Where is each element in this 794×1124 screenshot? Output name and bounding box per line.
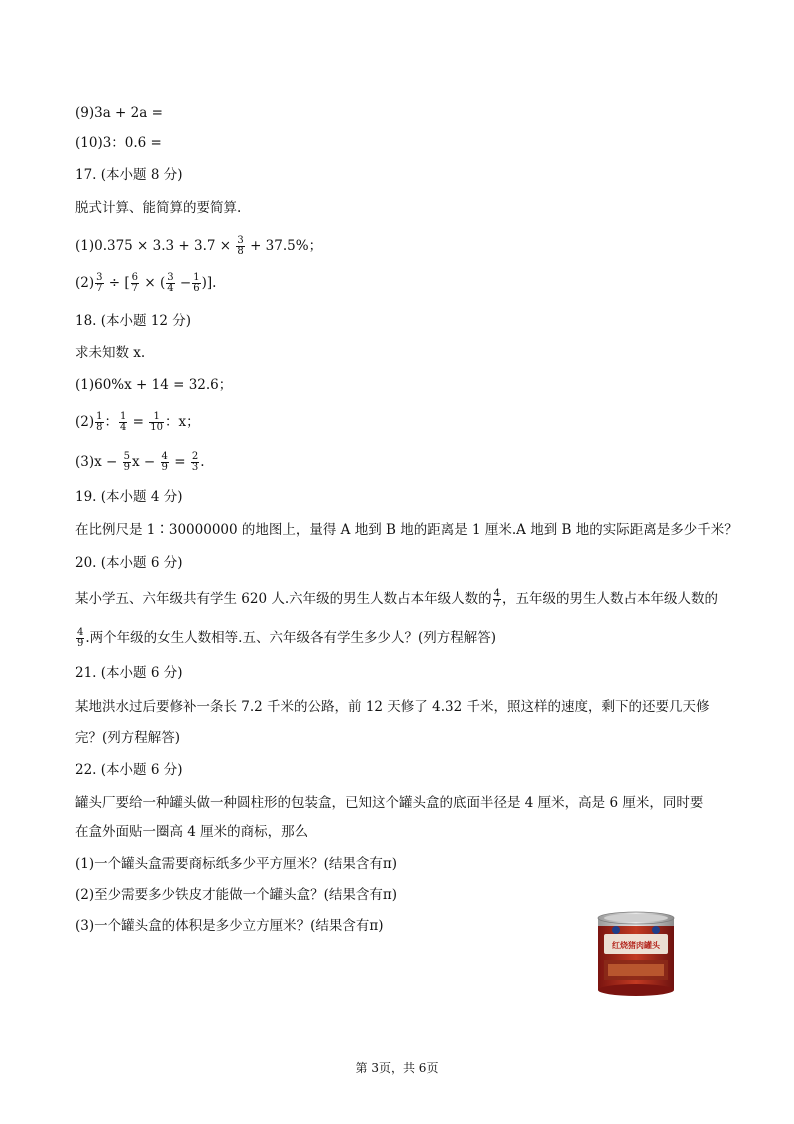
fraction: $\frac{1}{10}$ bbox=[150, 411, 164, 433]
fraction: $\frac{1}{8}$ bbox=[96, 411, 103, 433]
q17-part-1: (1)0.375 × 3.3 + 3.7 × $\frac{3}{8}$ + 37.5%； bbox=[75, 235, 323, 257]
q22-heading: 22. (本小题 6 分) bbox=[75, 762, 183, 778]
q21-body-line-2: 完？(列方程解答) bbox=[75, 730, 181, 746]
q22-part-3: (3)一个罐头盒的体积是多少立方厘米？(结果含有π) bbox=[75, 918, 384, 934]
can-label-text: 红烧猪肉罐头 bbox=[612, 941, 660, 950]
q22-part-2: (2)至少需要多少铁皮才能做一个罐头盒？(结果含有π) bbox=[75, 887, 398, 903]
q22-part-1: (1)一个罐头盒需要商标纸多少平方厘米？(结果含有π) bbox=[75, 856, 398, 872]
q22-body-line-2: 在盒外面贴一圈高 4 厘米的商标，那么 bbox=[75, 824, 309, 840]
fraction: $\frac{3}{7}$ bbox=[96, 272, 103, 294]
fraction: $\frac{4}{9}$ bbox=[77, 627, 84, 649]
q19-body: 在比例尺是 1∶30000000 的地图上，量得 A 地到 B 地的距离是 1 厘米.A 地到 B 地的实际距离是多少千米？ bbox=[75, 522, 738, 538]
q17-heading: 17. (本小题 8 分) bbox=[75, 167, 183, 183]
problem-10: (10)3：0.6 = bbox=[75, 135, 162, 151]
fraction: $\frac{3}{4}$ bbox=[167, 272, 174, 294]
q21-heading: 21. (本小题 6 分) bbox=[75, 665, 183, 681]
fraction: $\frac{5}{9}$ bbox=[123, 451, 131, 473]
page-footer: 第 3页，共 6页 bbox=[355, 1061, 439, 1075]
fraction: $\frac{3}{8}$ bbox=[237, 235, 244, 257]
canned-food-image bbox=[594, 910, 678, 998]
q22-body-line-1: 罐头厂要给一种罐头做一种圆柱形的包装盒，已知这个罐头盒的底面半径是 4 厘米，高是 6 厘米，同时要 bbox=[75, 795, 704, 811]
q20-body-line-2: $\frac{4}{9}$ .两个年级的女生人数相等.五、六年级各有学生多少人？(列方程解答) bbox=[77, 627, 496, 649]
q18-instruction: 求未知数 x. bbox=[75, 345, 146, 361]
q17-instruction: 脱式计算、能简算的要简算. bbox=[75, 200, 242, 216]
q18-part-1: (1)60%x + 14 = 32.6； bbox=[75, 377, 233, 393]
fraction: $\frac{2}{3}$ bbox=[191, 451, 199, 473]
q18-part-2: (2) $\frac{1}{8}$ ： $\frac{1}{4}$ = $\frac{1}{10}$ ：x； bbox=[75, 411, 200, 433]
q18-part-3: (3)x − $\frac{5}{9}$ x − $\frac{4}{9}$ = $\frac{2}{3}$ . bbox=[75, 451, 205, 473]
problem-9: (9)3a + 2a = bbox=[75, 105, 163, 121]
fraction: $\frac{4}{9}$ bbox=[161, 451, 168, 473]
q21-body-line-1: 某地洪水过后要修补一条长 7.2 千米的公路，前 12 天修了 4.32 千米，照这样的速度，剩下的还要几天修 bbox=[75, 699, 710, 715]
q20-heading: 20. (本小题 6 分) bbox=[75, 555, 183, 571]
fraction: $\frac{1}{4}$ bbox=[120, 411, 127, 433]
q19-heading: 19. (本小题 4 分) bbox=[75, 489, 183, 505]
q20-body-line-1: 某小学五、六年级共有学生 620 人.六年级的男生人数占本年级人数的 $\frac{4}{7}$ ，五年级的男生人数占本年级人数的 bbox=[75, 588, 719, 610]
q18-heading: 18. (本小题 12 分) bbox=[75, 313, 192, 329]
fraction: $\frac{6}{7}$ bbox=[131, 272, 139, 294]
q17-part-2: (2) $\frac{3}{7}$ ÷ [ $\frac{6}{7}$ × ( $\frac{3}{4}$ − $\frac{1}{6}$ )]. bbox=[75, 272, 217, 294]
fraction: $\frac{4}{7}$ bbox=[493, 588, 501, 610]
fraction: $\frac{1}{6}$ bbox=[193, 272, 200, 294]
